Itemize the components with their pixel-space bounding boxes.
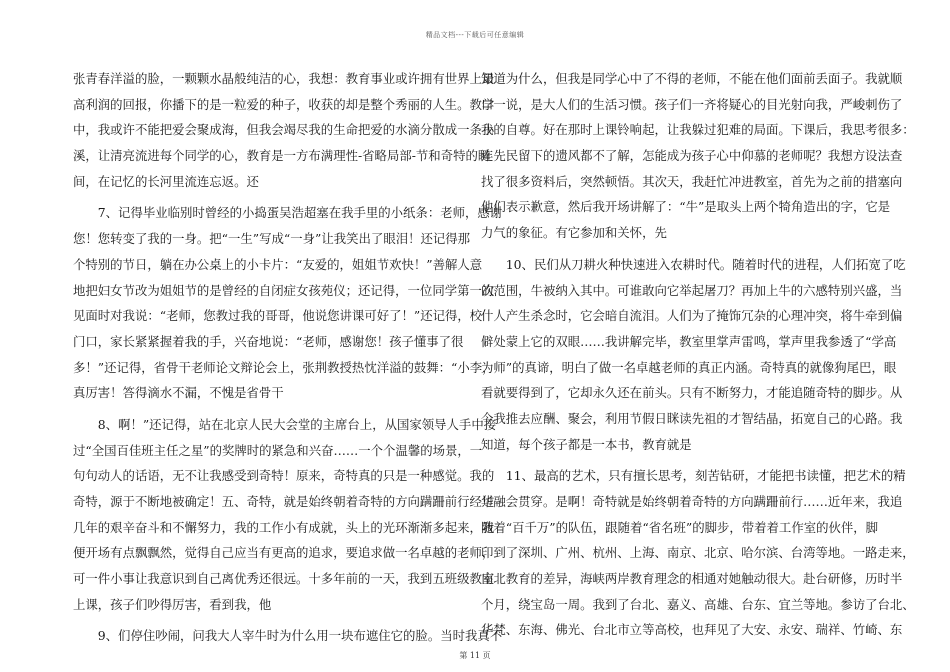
text-line: 力气的象征。有它参加和关怀，先	[481, 225, 667, 241]
text-line: 他们表示歉意，然后我开场讲解了：“牛”是取头上两个犄角造出的字，它是	[481, 199, 891, 215]
text-line: 印到了深圳、广州、杭州、上海、南京、北京、哈尔滨、台湾等地。一路走来，	[481, 545, 915, 561]
text-line: 连先民留下的遗风都不了解，怎能成为孩子心中仰慕的老师呢？我想方设法查	[481, 148, 903, 164]
text-line: 10、民们从刀耕火种快速进入农耕时代。随着时代的进程，人们拓宽了吃	[481, 256, 906, 272]
text-line: 上课，孩子们吵得厉害，看到我，他	[73, 596, 272, 612]
text-line: 真厉害！答得滴水不漏，不愧是省骨干	[73, 385, 284, 401]
text-line: 南北教育的差异，海峡两岸教育理念的相通对她触动很大。赴台研修，历时半	[481, 571, 903, 587]
text-line: 中，我或许不能把爱会聚成海，但我会竭尽我的生命把爱的水滴分散成一条小	[73, 122, 495, 138]
text-line: 僻处蒙上它的双眼……我讲解完毕，教室里掌声雷鸣，掌声里我参透了“学高	[481, 333, 897, 349]
text-line: 过“全国百佳班主任之星”的奖牌时的紧急和兴奋……一个个温馨的场景，一	[73, 442, 483, 458]
text-line: 句句动人的话语，无不让我感受到奇特！原来，奇特真的只是一种感觉。我的	[73, 468, 495, 484]
text-line: 7、记得毕业临别时曾经的小捣蛋吴浩超塞在我手里的小纸条：老师，感谢	[73, 205, 503, 221]
text-line: 今我推去应酬、聚会，利用节假日眯读先祖的才智结晶，拓宽自己的心路。我	[481, 410, 903, 426]
text-line: 见面时对我说：“老师，您教过我的哥哥，他说您讲课可好了！”还记得，校	[73, 308, 483, 324]
text-line: 溪，让清亮流进每个同学的心，教育是一方布满理性-省略局部-节和奇特的瞬	[73, 148, 491, 164]
text-line: 奇特，源于不断地被确定！五、奇特，就是始终朝着奇特的方向蹒跚前行经过	[73, 494, 495, 509]
text-line: 随着“百千万”的队伍，跟随着“省名班”的脚步，带着着工作室的伙伴，脚	[481, 519, 879, 535]
text-line: 高利润的回报，你播下的是一粒爱的种子，收获的却是整个秀丽的人生。教学	[73, 96, 495, 112]
right-column	[481, 66, 915, 643]
text-line: 什人产生杀念时，它会暗自流泪。人们为了掩饰冗杂的心理冲突，将牛牵到偏	[481, 308, 903, 324]
text-line: 看就要得到了，它却永久还在前头。只有不断努力，才能追随奇特的脚步。从	[481, 385, 903, 401]
text-line: 张青春洋溢的脸，一颗颗水晶般纯洁的心，我想：教育事业或许拥有世界上最	[73, 71, 495, 86]
text-line: 地把妇女节改为姐姐节的是曾经的自闭症女孩苑仪；还记得，一位同学第一次	[73, 282, 495, 298]
text-line: 8、啊！”还记得，站在北京人民大会堂的主席台上，从国家领导人手中接	[73, 416, 497, 432]
text-line: 的范围，牛被纳入其中。可谁敢向它举起屠刀？再加上牛的六感特别兴盛，当	[481, 282, 903, 298]
text-line: 多！”还记得，省骨干老师论文辩论会上，张荆教授热忱洋溢的鼓舞：“小李，	[73, 359, 495, 375]
text-line: 华融会贯穿。是啊！奇特就是始终朝着奇特的方向蹒跚前行……近年来，我追	[481, 494, 903, 509]
text-line: 可一件小事让我意识到自己离优秀还很远。十多年前的一天，我到五班级教室	[73, 571, 495, 587]
text-line: 我的自尊。好在那时上课铃响起，让我躲过犯难的局面。下课后，我思考很多：	[481, 122, 915, 138]
text-line: 为师”的真谛，明白了做一名卓越老师的真正内涵。奇特真的就像狗尾巴，眼	[481, 359, 897, 375]
text-line: 个月，绕宝岛一周。我到了台北、嘉义、高雄、台东、宜兰等地。参访了台北、	[481, 596, 915, 612]
text-line: 找了很多资料后，突然顿悟。其次天，我赶忙冲进教室，首先为之前的措塞向	[481, 173, 903, 189]
page-footer: 第 11 页	[459, 651, 491, 660]
text-line: 门口，家长紧紧握着我的手，兴奋地说：“老师，感谢您！孩子懂事了很	[73, 333, 464, 349]
text-line: 知道，每个孩子都是一本书，教育就是	[481, 436, 692, 452]
left-column	[73, 66, 503, 649]
page-header: 精品文档---下载后可任意编辑	[425, 31, 525, 39]
text-line: 知道为什么，但我是同学心中了不得的老师，不能在他们面前丢面子。我就顺	[481, 71, 903, 86]
text-line: 您！您转变了我的一身。把“一生”写成“一身”让我笑出了眼泪！还记得那	[73, 231, 471, 247]
text-line: 11、最高的艺术，只有擅长思考，刻苦钻研，才能把书读懂，把艺术的精	[481, 468, 906, 484]
text-line: 便开场有点飘飘然，觉得自己应当有更高的追求，要追求做一名卓越的老师，	[73, 545, 495, 561]
text-line: 个特别的节日，躺在办公桌上的小卡片：“友爱的，姐姐节欢快！”善解人意	[73, 256, 483, 272]
text-line: 华梵、东海、佛光、台北市立等高校，也拜见了大安、永安、瑞祥、竹崎、东	[481, 622, 903, 638]
text-line: 口一说，是大人们的生活习惯。孩子们一齐将疑心的目光射向我，严峻刺伤了	[481, 96, 903, 112]
text-line: 9、们停住吵闹，问我大人宰牛时为什么用一块布遮住它的脸。当时我真不	[73, 628, 503, 644]
text-line: 几年的艰辛奋斗和不懈努力，我的工作小有成就，头上的光环渐渐多起来，我	[73, 519, 495, 535]
text-line: 间，在记忆的长河里流连忘返。还	[73, 173, 259, 189]
